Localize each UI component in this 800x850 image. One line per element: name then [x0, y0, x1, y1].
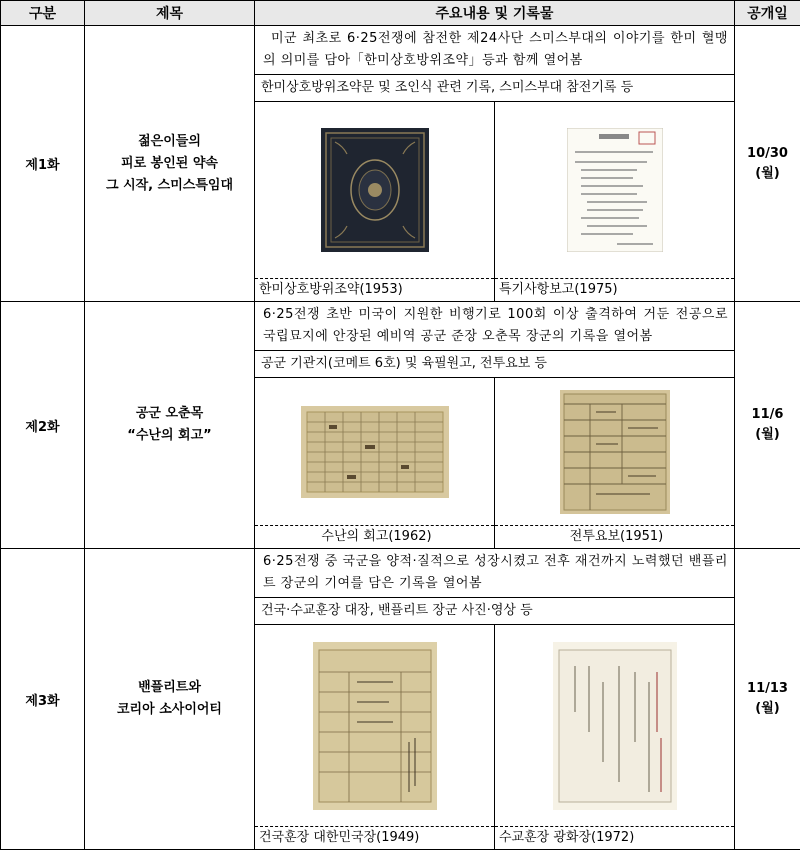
image-caption: 전투요보(1951) [495, 525, 734, 548]
image-caption: 특기사항보고(1975) [495, 278, 734, 301]
medal-register-image-2 [495, 625, 734, 826]
episode-description: 6·25전쟁 중 국군을 양적·질적으로 성장시켰고 전후 재건까지 노력했던 밴플리트 장군의 기여를 담은 기록을 열어봄 [255, 549, 734, 597]
record-image-cell [255, 102, 494, 301]
medal-register-image-1 [255, 625, 494, 826]
treaty-book-image-graphic [321, 128, 429, 252]
episode-content [255, 26, 735, 302]
release-date [735, 26, 800, 302]
episode-description: 6·25전쟁 초반 미국이 지원한 비행기로 100회 이상 출격하여 거둔 전공으로 국립묘지에 안장된 예비역 공군 준장 오춘목 장군의 기록을 열어봄 [255, 302, 734, 350]
treaty-book-image [255, 102, 494, 278]
release-date [735, 302, 800, 549]
battle-report-image [495, 378, 734, 525]
table-row [1, 302, 800, 549]
title-line: 공군 오춘목 [85, 403, 254, 425]
report-document-graphic [567, 128, 663, 252]
title-line: 밴플리트와 [85, 677, 254, 699]
header-content: 주요내용 및 기록물 [255, 1, 735, 26]
date-day: (월) [735, 164, 800, 184]
record-image-cell [494, 625, 734, 849]
episode-number: 제2화 [1, 302, 85, 549]
date-day: (월) [735, 699, 800, 719]
medal-register-graphic [553, 642, 677, 810]
record-images [255, 624, 734, 849]
episode-number: 제1화 [1, 26, 85, 302]
header-date: 공개일 [735, 1, 800, 26]
record-image-cell [255, 378, 494, 548]
episode-records: 건국·수교훈장 대장, 밴플리트 장군 사진·영상 등 [255, 597, 734, 624]
record-image-cell [494, 378, 734, 548]
manuscript-graphic [301, 406, 449, 498]
image-caption: 수교훈장 광화장(1972) [495, 826, 734, 849]
medal-register-graphic [313, 642, 437, 810]
table-row [1, 26, 800, 302]
title-line: 코리아 소사이어티 [85, 699, 254, 721]
release-date [735, 549, 800, 850]
episode-title [85, 26, 255, 302]
report-document-image [495, 102, 734, 278]
header-row [1, 1, 800, 26]
episode-records: 공군 기관지(코메트 6호) 및 육필원고, 전투요보 등 [255, 350, 734, 377]
record-image-cell [494, 102, 734, 301]
date-line: 10/30 [735, 144, 800, 164]
episode-number: 제3화 [1, 549, 85, 850]
title-line: “수난의 회고” [85, 425, 254, 447]
date-line: 11/6 [735, 405, 800, 425]
record-images [255, 101, 734, 301]
episode-records: 한미상호방위조약문 및 조인식 관련 기록, 스미스부대 참전기록 등 [255, 74, 734, 101]
image-caption: 건국훈장 대한민국장(1949) [255, 826, 494, 849]
title-line: 그 시작, 스미스특임대 [85, 175, 254, 197]
image-caption: 수난의 회고(1962) [255, 525, 494, 548]
header-gubun: 구분 [1, 1, 85, 26]
manuscript-image [255, 378, 494, 525]
battle-report-graphic [560, 390, 670, 514]
episode-content [255, 549, 735, 850]
date-line: 11/13 [735, 679, 800, 699]
image-caption: 한미상호방위조약(1953) [255, 278, 494, 301]
title-line: 젊은이들의 [85, 131, 254, 153]
record-image-cell [255, 625, 494, 849]
table-row [1, 549, 800, 850]
episode-title [85, 549, 255, 850]
header-title: 제목 [85, 1, 255, 26]
date-day: (월) [735, 425, 800, 445]
episode-title [85, 302, 255, 549]
title-line: 피로 봉인된 약속 [85, 153, 254, 175]
record-images [255, 377, 734, 548]
episode-description: 미군 최초로 6·25전쟁에 참전한 제24사단 스미스부대의 이야기를 한미 혈맹의 의미를 담아「한미상호방위조약」등과 함께 열어봄 [255, 26, 734, 74]
episode-content [255, 302, 735, 549]
